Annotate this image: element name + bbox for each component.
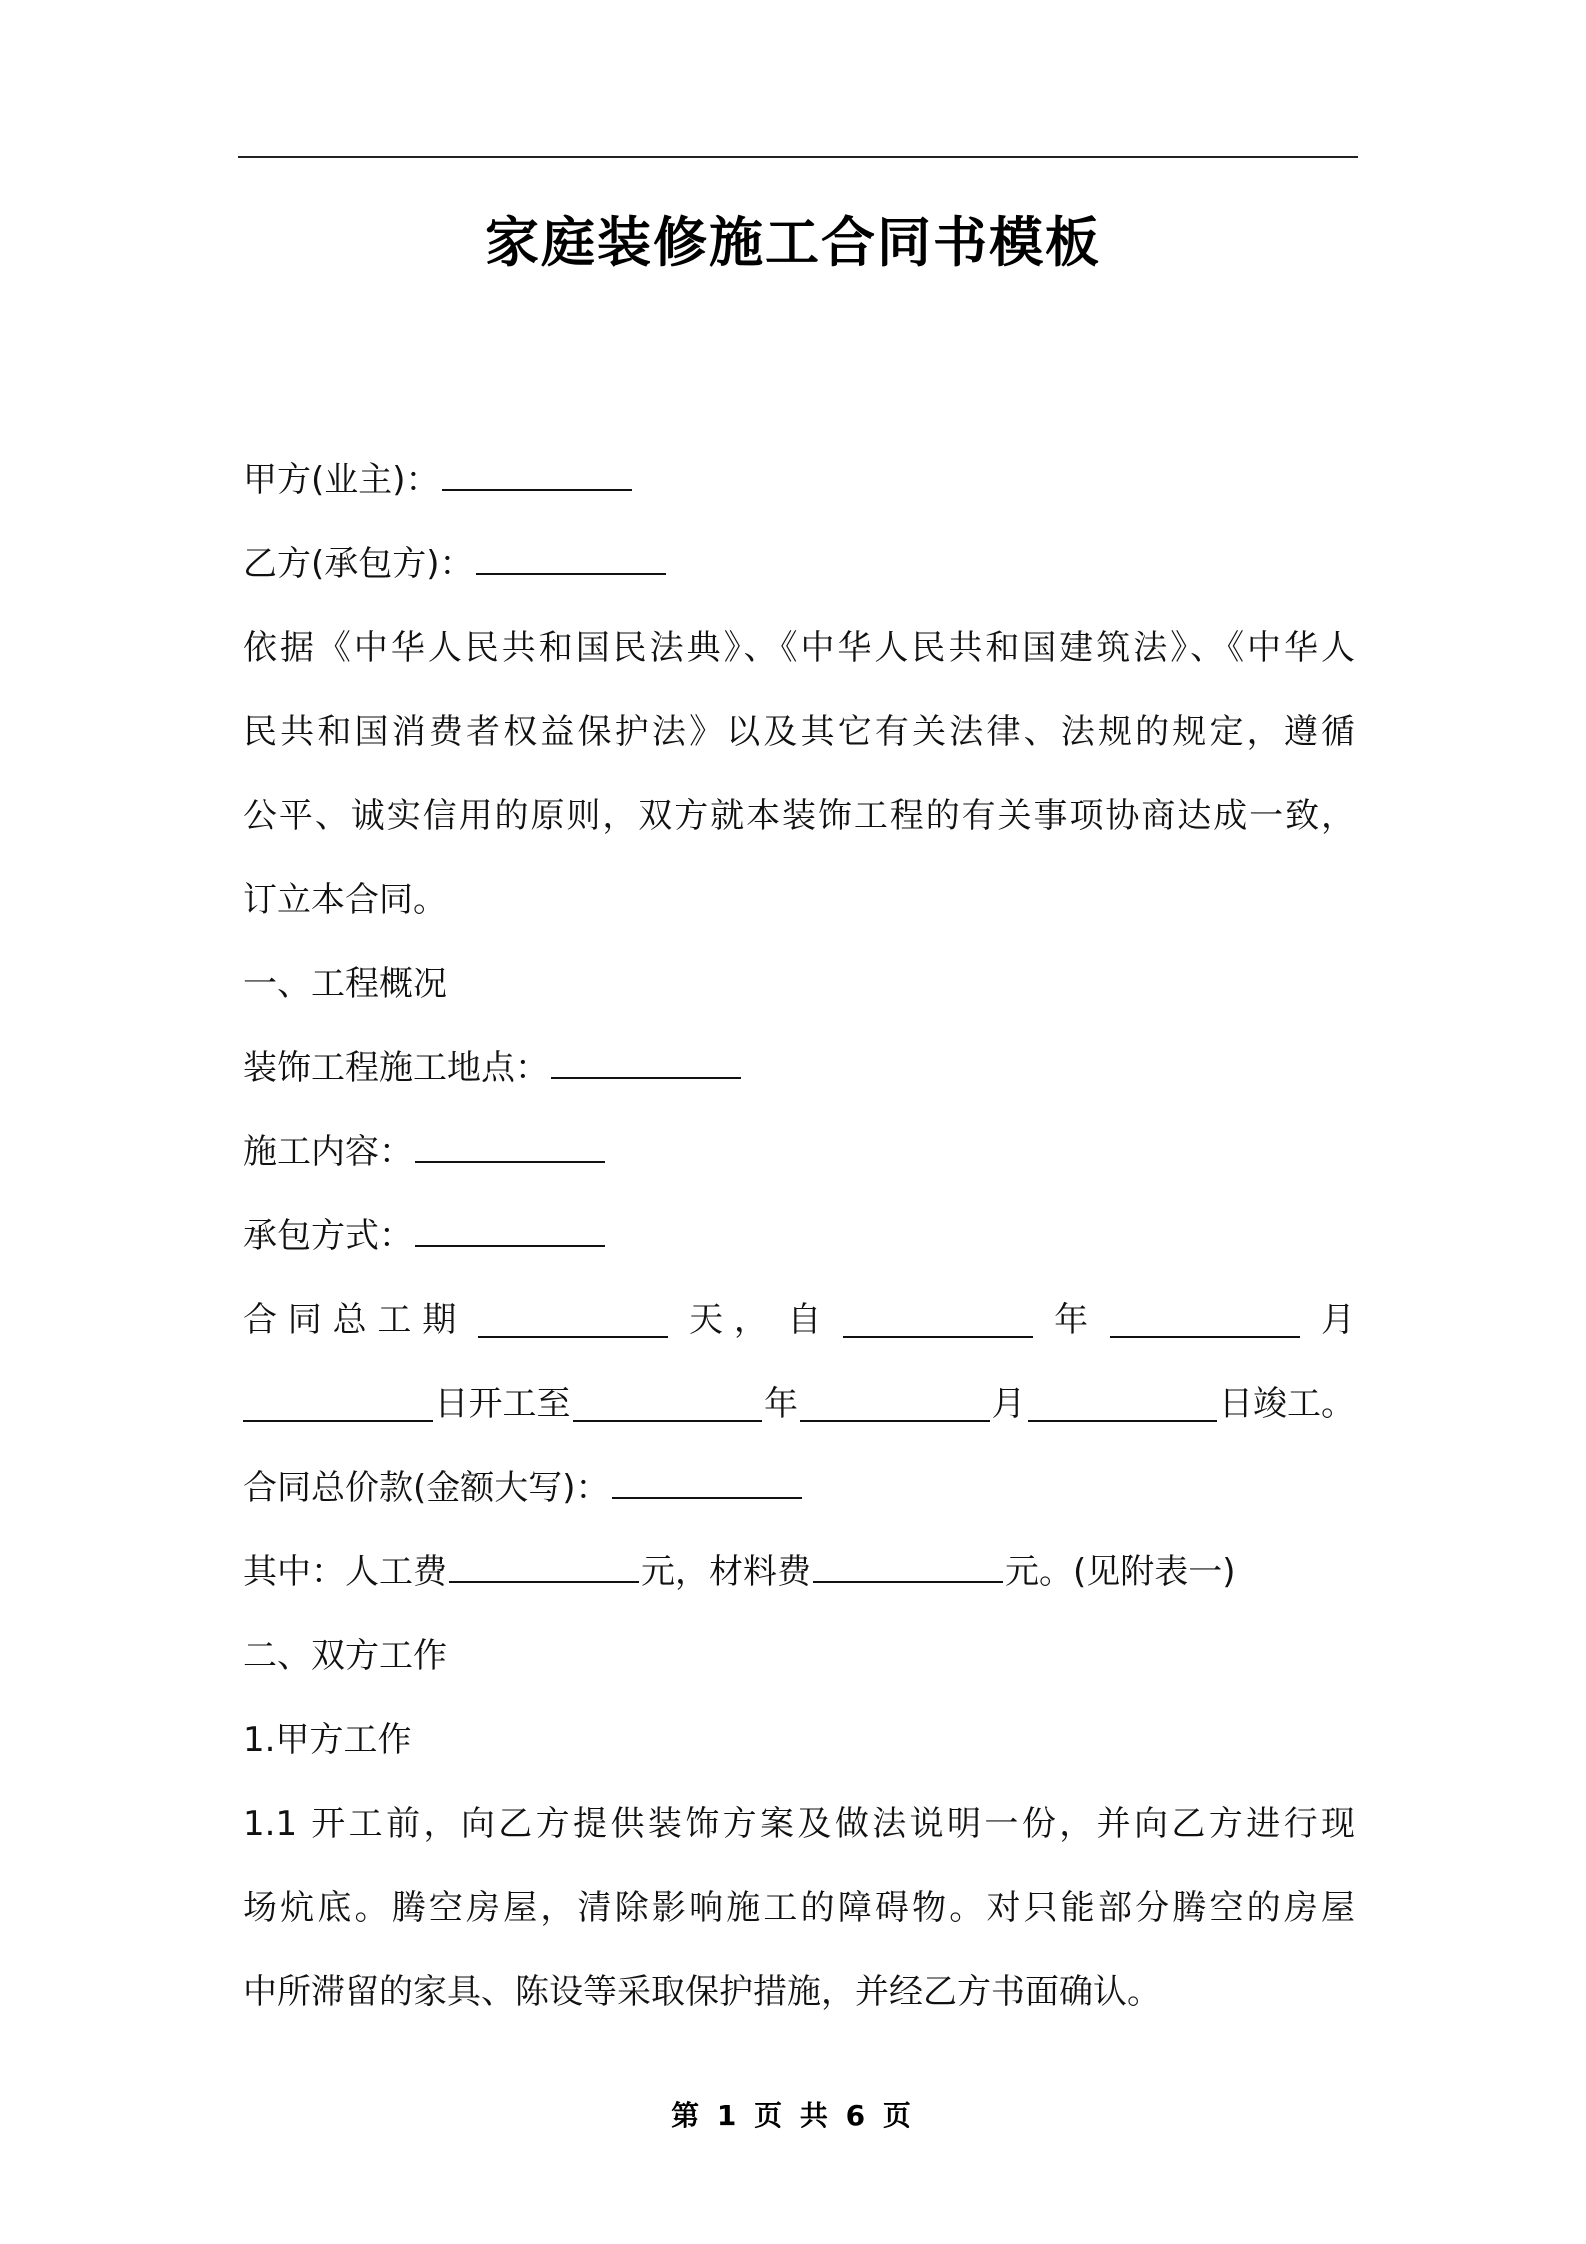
labor-cost-blank[interactable] bbox=[449, 1547, 639, 1583]
content-label: 施工内容： bbox=[243, 1132, 413, 1172]
clause-line-2: 场炕底。腾空房屋，清除影响施工的障碍物。对只能部分腾空的房屋 bbox=[243, 1888, 1355, 1928]
page-footer: 第 1 页 共 6 页 bbox=[671, 2099, 915, 2132]
total-price-blank[interactable] bbox=[612, 1463, 802, 1499]
party-a-blank[interactable] bbox=[442, 455, 632, 491]
breakdown-line bbox=[243, 1530, 1355, 1614]
breakdown-yuan2: 元。(见附表一) bbox=[1005, 1552, 1236, 1592]
header-rule bbox=[238, 156, 1358, 158]
contract-mode-blank[interactable] bbox=[415, 1211, 605, 1247]
intro-line-2: 民共和国消费者权益保护法》以及其它有关法律、法规的规定，遵循 bbox=[243, 712, 1355, 752]
period-start-year-blank[interactable] bbox=[843, 1302, 1033, 1338]
subsection-heading: 1.甲方工作 bbox=[243, 1720, 412, 1760]
period-end-day-blank[interactable] bbox=[1028, 1386, 1218, 1422]
intro-line-3: 公平、诚实信用的原则，双方就本装饰工程的有关事项协商达成一致， bbox=[243, 796, 1355, 836]
period-from-label: 自 bbox=[787, 1300, 822, 1340]
period-year-label: 年 bbox=[1054, 1300, 1089, 1340]
breakdown-yuan1: 元，材料费 bbox=[641, 1552, 811, 1592]
site-line bbox=[243, 1026, 1355, 1110]
total-price-line bbox=[243, 1446, 1355, 1530]
period-start-month-blank[interactable] bbox=[1110, 1302, 1300, 1338]
period-year2-label: 年 bbox=[764, 1384, 798, 1424]
period-month2-label: 月 bbox=[991, 1384, 1026, 1424]
period-days-blank[interactable] bbox=[478, 1302, 668, 1338]
material-cost-blank[interactable] bbox=[813, 1547, 1003, 1583]
period-day-start-label: 日开工至 bbox=[434, 1384, 571, 1424]
intro-line-4: 订立本合同。 bbox=[243, 880, 447, 920]
period-start-day-blank[interactable] bbox=[243, 1386, 433, 1422]
document-title: 家庭装修施工合同书模板 bbox=[485, 211, 1101, 274]
document-body bbox=[243, 438, 1355, 2034]
clause-line-3: 中所滞留的家具、陈设等采取保护措施，并经乙方书面确认。 bbox=[243, 1972, 1161, 2012]
contract-mode-label: 承包方式： bbox=[243, 1216, 413, 1256]
breakdown-prefix: 其中：人工费 bbox=[243, 1552, 447, 1592]
intro-line-1: 依据《中华人民共和国民法典》、《中华人民共和国建筑法》、《中华人 bbox=[243, 628, 1355, 668]
party-b-label: 乙方(承包方)： bbox=[243, 544, 474, 584]
period-end-month-blank[interactable] bbox=[800, 1386, 990, 1422]
contract-mode-line bbox=[243, 1194, 1355, 1278]
total-price-label: 合同总价款(金额大写)： bbox=[243, 1468, 610, 1508]
period-day-end-label: 日竣工。 bbox=[1219, 1384, 1355, 1424]
party-b-blank[interactable] bbox=[476, 539, 666, 575]
clause-line-1: 1.1 开工前，向乙方提供装饰方案及做法说明一份，并向乙方进行现 bbox=[243, 1804, 1355, 1844]
period-prefix: 合 同 总 工 期 bbox=[243, 1300, 457, 1340]
period-line-1 bbox=[243, 1278, 1355, 1362]
content-blank[interactable] bbox=[415, 1127, 605, 1163]
section2-heading: 二、双方工作 bbox=[243, 1636, 447, 1676]
party-a-label: 甲方(业主)： bbox=[243, 460, 440, 500]
period-days-label: 天 ， bbox=[689, 1300, 768, 1340]
site-blank[interactable] bbox=[551, 1043, 741, 1079]
site-label: 装饰工程施工地点： bbox=[243, 1048, 549, 1088]
party-a-line bbox=[243, 438, 1355, 522]
period-line-2 bbox=[243, 1362, 1355, 1446]
period-end-year-blank[interactable] bbox=[573, 1386, 763, 1422]
party-b-line bbox=[243, 522, 1355, 606]
period-month-label: 月 bbox=[1321, 1300, 1355, 1340]
content-line bbox=[243, 1110, 1355, 1194]
section1-heading: 一、工程概况 bbox=[243, 964, 447, 1004]
